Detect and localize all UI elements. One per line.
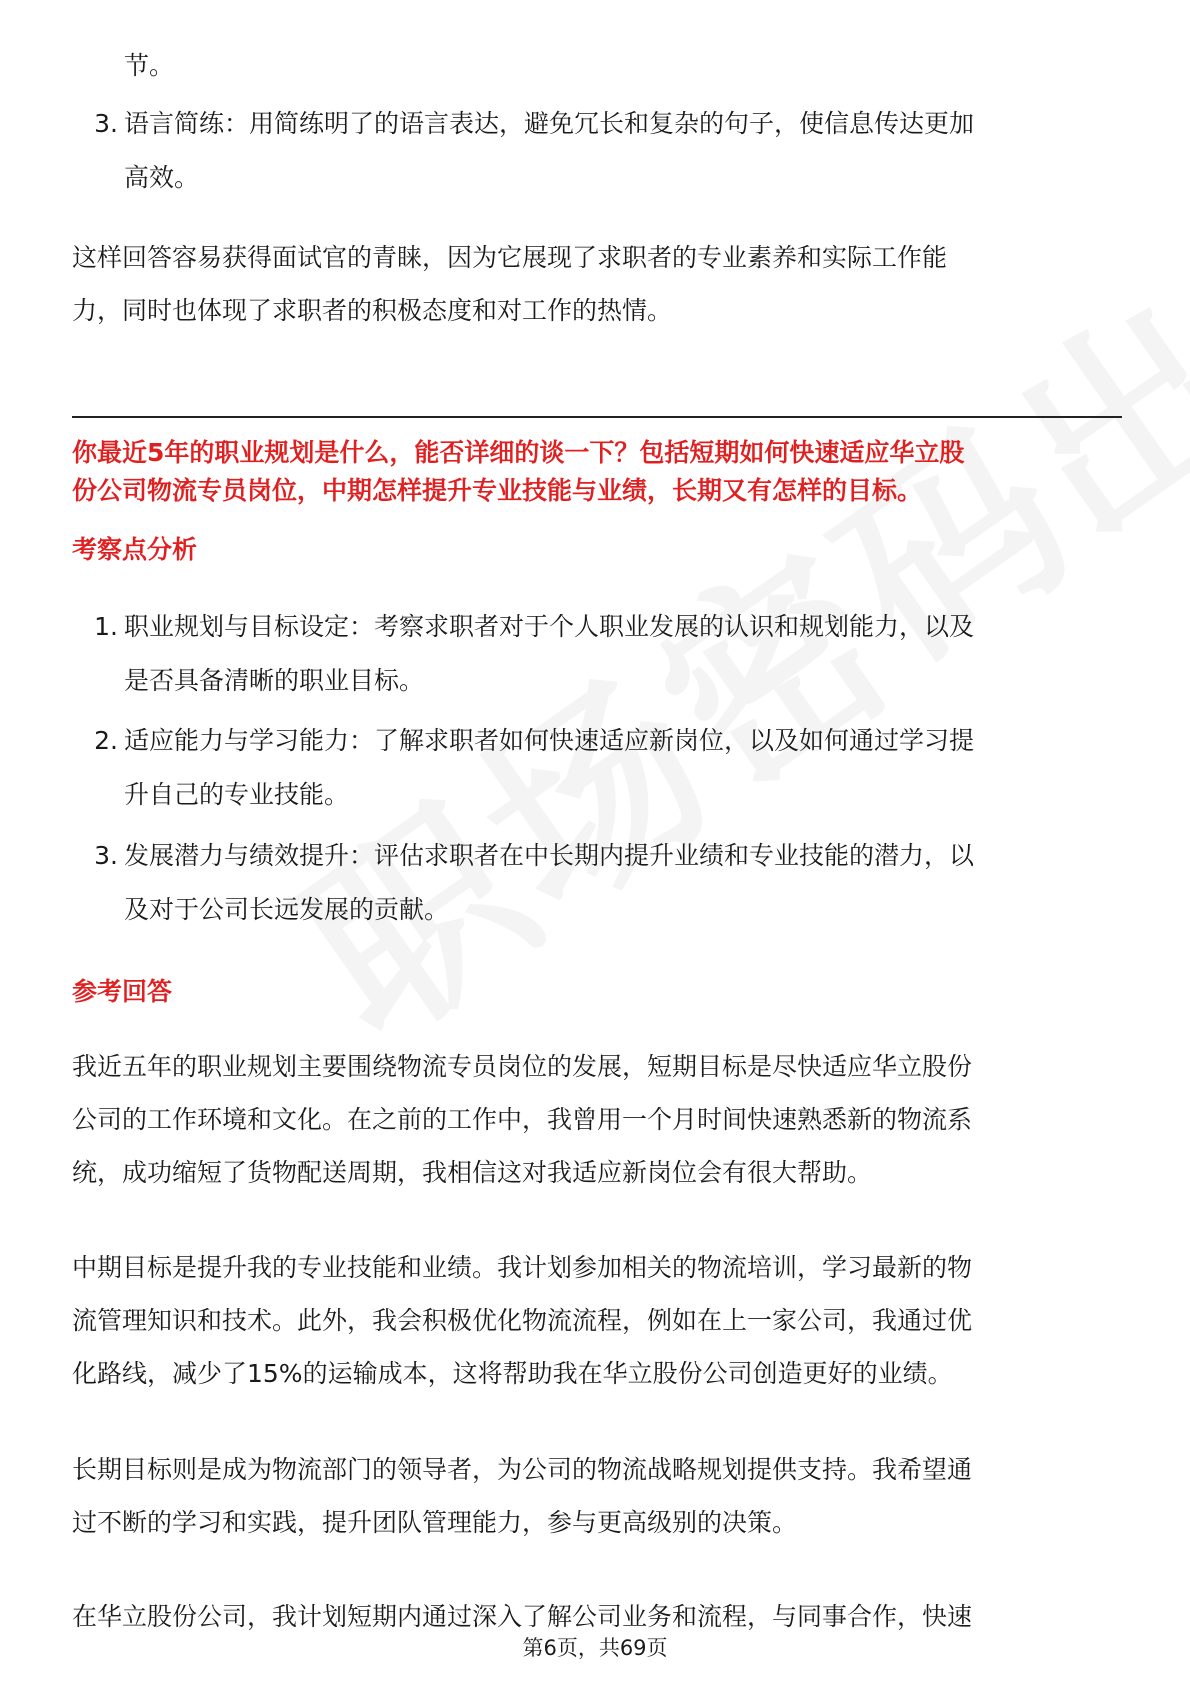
list-item-text-line2: 高效。 [124,163,200,192]
analysis-heading: 考察点分析 [72,535,198,564]
paragraph-line: 长期目标则是成为物流部门的领导者，为公司的物流战略规划提供支持。我希望通 [72,1455,973,1484]
paragraph-line: 公司的工作环境和文化。在之前的工作中，我曾用一个月时间快速熟悉新的物流系 [72,1105,973,1134]
paragraph-line: 化路线，减少了15%的运输成本，这将帮助我在华立股份公司创造更好的业绩。 [72,1359,953,1388]
answer-paragraph-1 [72,1040,1122,1199]
question-line-1: 你最近5年的职业规划是什么，能否详细的谈一下？包括短期如何快速适应华立股 [72,438,965,467]
list-item-text-line2: 是否具备清晰的职业目标。 [124,666,425,695]
answer-paragraph-2 [72,1241,1122,1400]
list-item-text-line1: 语言简练：用简练明了的语言表达，避免冗长和复杂的句子，使信息传达更加 [124,109,975,138]
summary-line-2: 力，同时也体现了求职者的积极态度和对工作的热情。 [72,296,673,325]
summary-line-1: 这样回答容易获得面试官的青睐，因为它展现了求职者的专业素养和实际工作能 [72,243,948,272]
paragraph-line: 我近五年的职业规划主要围绕物流专员岗位的发展，短期目标是尽快适应华立股份 [72,1052,973,1081]
list-item-text-line1: 职业规划与目标设定：考察求职者对于个人职业发展的认识和规划能力，以及 [124,612,975,641]
paragraph-line: 过不断的学习和实践，提升团队管理能力，参与更高级别的决策。 [72,1508,798,1537]
summary-paragraph [72,231,1122,337]
page-number: 第6页，共69页 [522,1636,668,1660]
section-divider [72,416,1122,418]
list-item-number: 1. [94,612,118,641]
list-item-text: 节。 [124,51,175,80]
list-item-text-line2: 升自己的专业技能。 [124,780,350,809]
question-line-2: 份公司物流专员岗位，中期怎样提升专业技能与业绩，长期又有怎样的目标。 [72,476,923,505]
list-item-number: 3. [94,841,118,870]
list-item-text-line1: 适应能力与学习能力：了解求职者如何快速适应新岗位，以及如何通过学习提 [124,726,975,755]
paragraph-line: 在华立股份公司，我计划短期内通过深入了解公司业务和流程，与同事合作，快速 [72,1602,973,1631]
answer-heading: 参考回答 [72,977,173,1006]
list-item-text-line2: 及对于公司长远发展的贡献。 [124,895,450,924]
list-item-text-line1: 发展潜力与绩效提升：评估求职者在中长期内提升业绩和专业技能的潜力，以 [124,841,975,870]
answer-paragraph-3 [72,1443,1122,1549]
interview-question [72,434,1122,510]
paragraph-line: 流管理知识和技术。此外，我会积极优化物流流程，例如在上一家公司，我通过优 [72,1306,973,1335]
paragraph-line: 中期目标是提升我的专业技能和业绩。我计划参加相关的物流培训，学习最新的物 [72,1253,973,1282]
paragraph-line: 统，成功缩短了货物配送周期，我相信这对我适应新岗位会有很大帮助。 [72,1158,873,1187]
list-item-number: 2. [94,726,118,755]
list-item-number: 3. [94,109,118,138]
